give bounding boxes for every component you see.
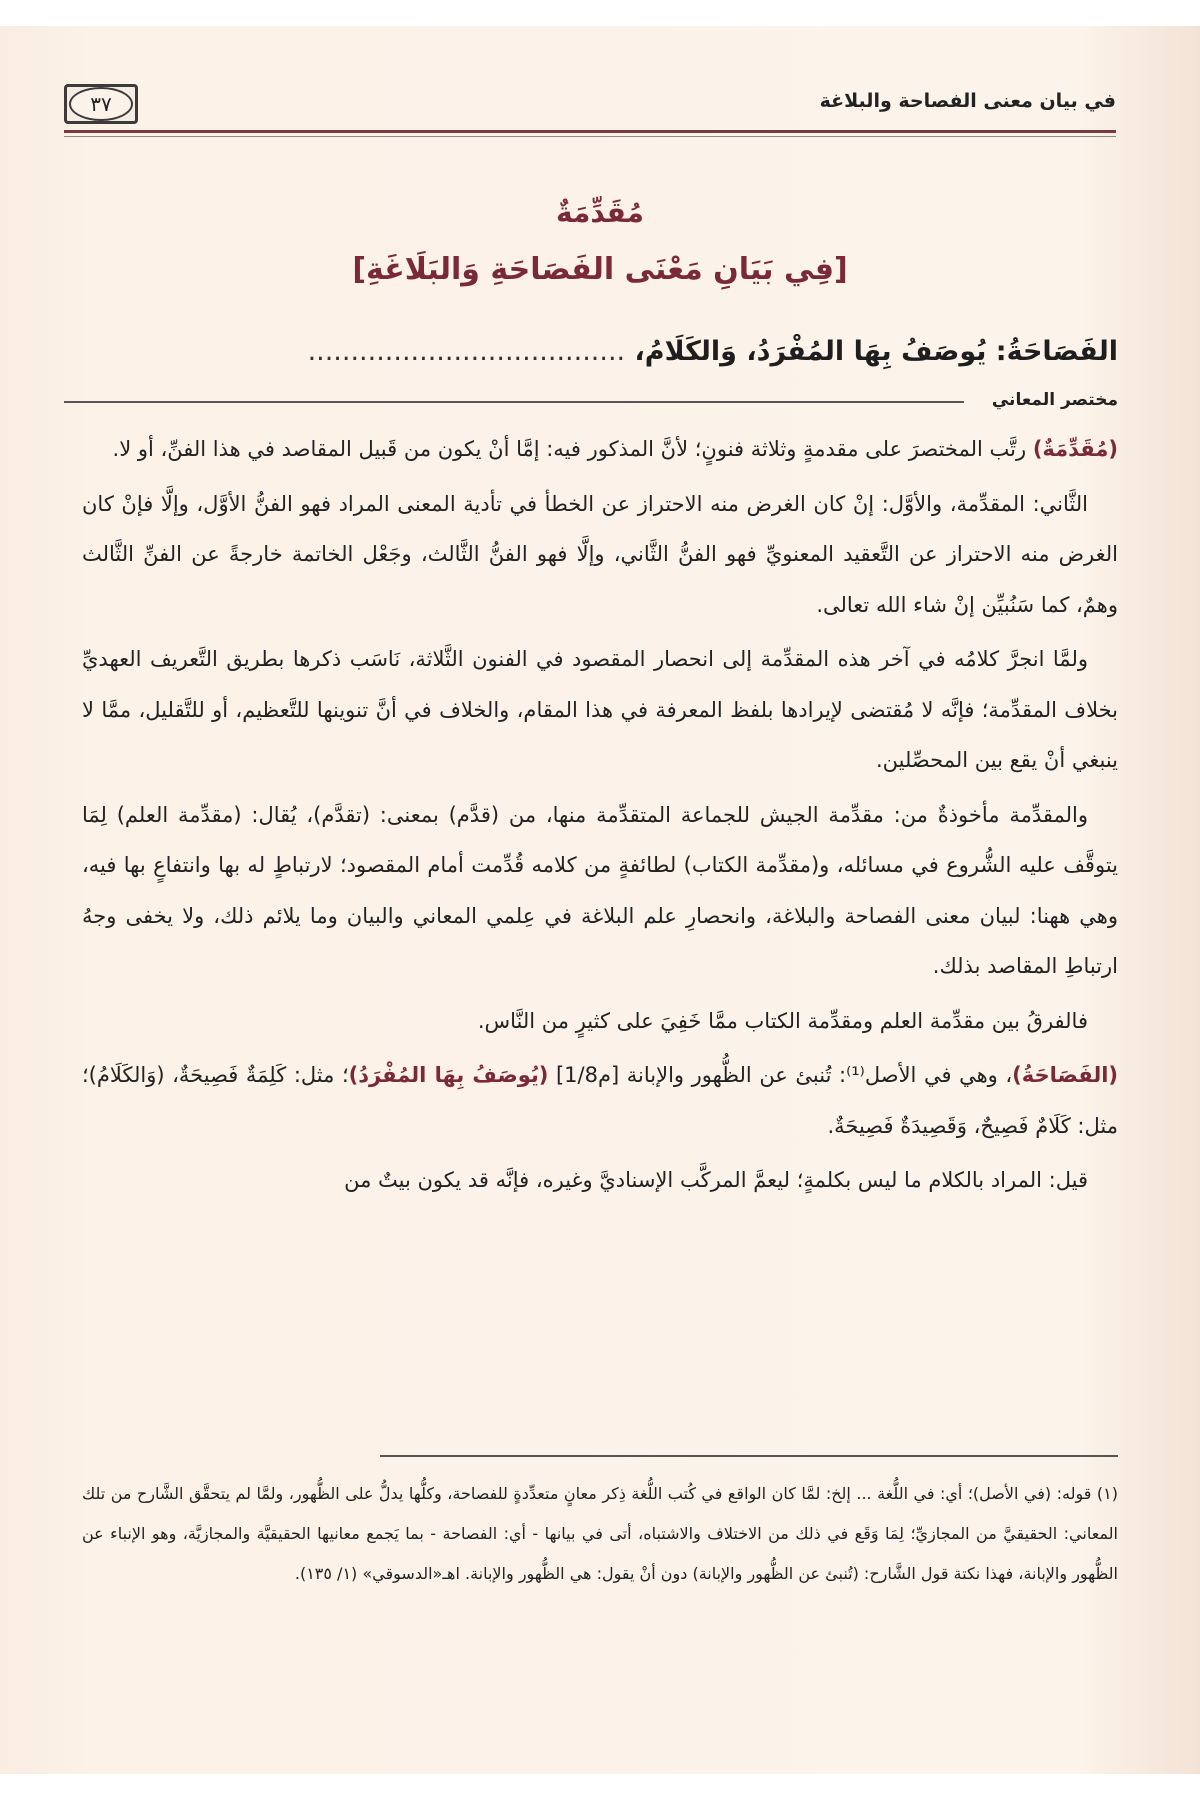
paragraph-text: قيل: المراد بالكلام ما ليس بكلمةٍ؛ ليعمَّ المركَّب الإسناديَّ وغيره، فإنَّه قد يكون بيتٌ من bbox=[344, 1168, 1088, 1192]
page-header bbox=[64, 82, 1116, 128]
highlight-term: (يُوصَفُ بِهَا المُفْرَدُ) bbox=[348, 1063, 549, 1087]
paragraph bbox=[82, 1155, 1118, 1206]
matn-line bbox=[78, 336, 1118, 367]
highlight-term: (مُقَدِّمَةٌ) bbox=[1032, 437, 1118, 461]
footnote-marker: (١) bbox=[1096, 1484, 1118, 1503]
header-rule bbox=[64, 130, 1116, 133]
paragraph-text: رتَّب المختصرَ على مقدمةٍ وثلاثة فنونٍ؛ لأنَّ المذكور فيه: إمَّا أنْ يكون من قَبيل المقاصد في هذا الفنِّ، أو لا. bbox=[112, 437, 1033, 461]
matn-dots: ..................................... bbox=[307, 336, 626, 367]
paragraph-text: فالفرقُ بين مقدِّمة العلم ومقدِّمة الكتاب ممَّا خَفِيَ على كثيرٍ من النَّاس. bbox=[477, 1008, 1088, 1033]
paragraph bbox=[82, 424, 1118, 475]
header-rule-thin bbox=[64, 136, 1116, 137]
page-number-frame bbox=[64, 84, 138, 124]
page-number: ٣٧ bbox=[69, 87, 133, 121]
source-label: مختصر المعاني bbox=[991, 390, 1118, 410]
footnote-text: قوله: (في الأصل)؛ أي: في اللُّغة ... إلخ: لمَّا كان الواقع في كُتب اللُّغة ذِكر معانٍ متعدِّدةٍ للفصاحة، وكلُّها يدلُّ على الظُّهور، ولمَّا لم يتحقَّق الشَّارح من تلك المعاني: الحقيقيَّ من المجازيِّ؛ لِمَا وَقَع في ذلك من الاختلاف والاشتباه، أتى في بيانها - أي: الفصاحة - بما يَجمع معانيها الحقيقيَّة والمجازيَّة، وهو الإنباء عن الظُّهور والإبانة، فهذا نكتة قول الشَّارح: (تُنبئ عن الظُّهور والإبانة) دون أنْ يقول: هي الظُّهور والإبانة. اهـ«الدسوقي» (١/ ١٣٥). bbox=[82, 1484, 1118, 1583]
running-title: في بيان معنى الفصاحة والبلاغة bbox=[819, 90, 1116, 112]
paragraph-text: ؛ مثل: كَلِمَةٌ فَصِيحَةٌ، (وَالكَلَامُ)؛ مثل: كَلَامٌ فَصِيحٌ، وَقَصِيدَةٌ فَصِيحَةٌ. bbox=[82, 1063, 1118, 1138]
paragraph bbox=[82, 790, 1118, 992]
footnote bbox=[82, 1474, 1118, 1594]
chapter-subtitle: [فِي بَيَانِ مَعْنَى الفَصَاحَةِ وَالبَلَاغَةِ] bbox=[352, 252, 848, 287]
paragraph-text: والمقدِّمة مأخوذةٌ من: مقدِّمة الجيش للجماعة المتقدِّمة منها، من (قدَّم) بمعنى: (تقدَّم)، يُقال: (مقدِّمة العلم) لِمَا يتوقَّف عليه الشُّروع في مسائله، و(مقدِّمة الكتاب) لطائفةٍ من كلامه قُدِّمت أمام المقصود؛ لارتباطٍ له بها وانتفاعٍ بها فيه، وهي ههنا: لبيان معنى الفصاحة والبلاغة، وانحصارِ علم البلاغة في عِلمي المعاني والبيان وما يلائم ذلك، ولا يخفى وجهُ ارتباطِ المقاصد بذلك. bbox=[82, 802, 1118, 978]
paragraph bbox=[82, 996, 1118, 1047]
chapter-title: مُقَدِّمَةٌ bbox=[556, 196, 644, 229]
footnote-rule bbox=[380, 1455, 1118, 1457]
paragraph-text: الثَّاني: المقدِّمة، والأوَّل: إنْ كان الغرض منه الاحتراز عن الخطأ في تأدية المعنى المراد فهو الفنُّ الأوَّل، وإلَّا فإنْ كان الغرض منه الاحتراز عن التَّعقيد المعنويِّ فهو الفنُّ الثَّاني، وإلَّا فهو الفنُّ الثَّالث، وجَعْل الخاتمة خارجةً عن الفنِّ الثَّالث وهمٌ، كما سَنُبيِّن إنْ شاء الله تعالى. bbox=[82, 491, 1118, 617]
paragraph bbox=[82, 1050, 1118, 1151]
source-rule bbox=[64, 401, 964, 403]
paragraph-text: ، وهي في الأصل⁽¹⁾: تُنبئ عن الظُّهور والإبانة [م1/8] bbox=[548, 1063, 1013, 1087]
paragraph-text: ولمَّا انجرَّ كلامُه في آخر هذه المقدِّمة إلى انحصار المقصود في الفنون الثَّلاثة، نَاسَب ذكرها بطريق التَّعريف العهديِّ بخلاف المقدِّمة؛ فإنَّه لا مُقتضى لإيرادها بلفظ المعرفة في هذا المقام، والخلاف في أنَّ تنوينها للتَّعظيم، أو للتَّقليل، ممَّا لا ينبغي أنْ يقع بين المحصِّلين. bbox=[82, 647, 1118, 772]
footnotes bbox=[82, 1474, 1118, 1594]
matn-text: الفَصَاحَةُ: يُوصَفُ بِهَا المُفْرَدُ، وَالكَلَامُ، bbox=[634, 336, 1118, 367]
paragraph bbox=[82, 634, 1118, 786]
paragraph bbox=[82, 479, 1118, 631]
highlight-term: (الفَصَاحَةُ) bbox=[1012, 1063, 1118, 1087]
commentary-body bbox=[82, 424, 1118, 1210]
